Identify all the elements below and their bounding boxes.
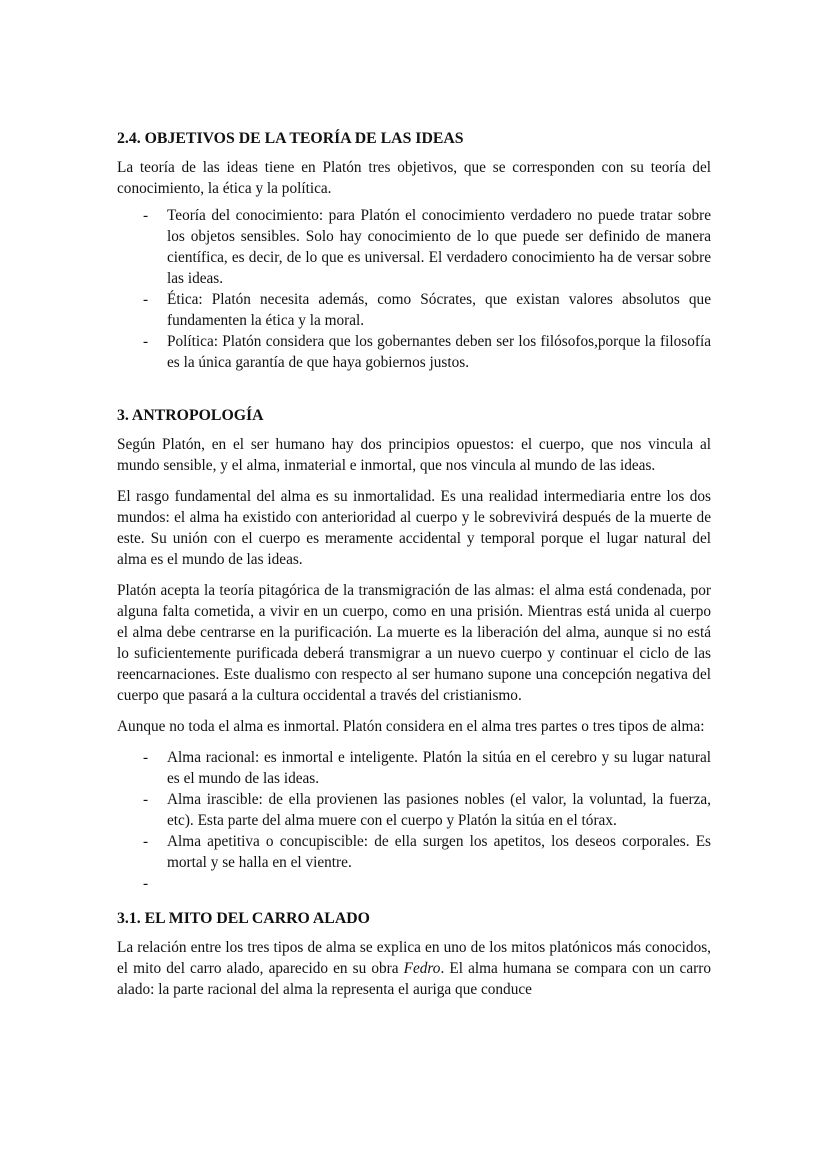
list-objetivos — [117, 205, 711, 373]
paragraph-antropologia-4: Aunque no toda el alma es inmortal. Platón considera en el alma tres partes o tres tipos de alma: — [117, 718, 705, 735]
heading-mito-carro-alado: 3.1. EL MITO DEL CARRO ALADO — [117, 910, 370, 927]
paragraph-antropologia-3: Platón acepta la teoría pitagórica de la transmigración de las almas: el alma está condenada, por alguna falta cometida, a vivir en un cuerpo, como en una prisión. Mientras está unida al cuerpo el alma debe centrarse en la purificación. La muerte es la liberación del alma, aunque si no está lo suficientemente purificada deberá transmigrar a un nuevo cuerpo y continuar el ciclo de las reencarnaciones. Este dualismo con respecto al ser humano supone una concepción negativa del cuerpo que pasará a la cultura occidental a través del cristianismo. — [117, 582, 711, 704]
list-item-text: Alma irascible: de ella provienen las pasiones nobles (el valor, la voluntad, la fuerza, etc). Esta parte del alma muere con el cuerpo y Platón la sitúa en el tórax. — [167, 791, 711, 829]
section-spacer — [117, 894, 711, 908]
paragraph-text-before: La relación entre los tres tipos de alma se explica en uno de los mitos platónicos más conocidos, el mito del carro alado, aparecido en su obra — [117, 939, 711, 977]
list-item-text: Política: Platón considera que los gobernantes deben ser los filósofos,porque la filosofía es la única garantía de que haya gobiernos justos. — [167, 333, 711, 371]
list-item-text: Alma apetitiva o concupiscible: de ella surgen los apetitos, los deseos corporales. Es mortal y se halla en el vientre. — [167, 833, 711, 871]
list-item-alma-irascible — [117, 789, 711, 831]
list-item-alma-racional — [117, 747, 711, 789]
list-item-text: Alma racional: es inmortal e inteligente. Platón la sitúa en el cerebro y su lugar natural es el mundo de las ideas. — [167, 749, 711, 787]
paragraph-objetivos-intro: La teoría de las ideas tiene en Platón tres objetivos, que se corresponden con su teoría del conocimiento, la ética y la política. — [117, 159, 711, 197]
paragraph-antropologia-1: Según Platón, en el ser humano hay dos principios opuestos: el cuerpo, que nos vincula al mundo sensible, y el alma, inmaterial e inmortal, que nos vincula al mundo de las ideas. — [117, 436, 711, 474]
list-dash: - — [143, 791, 149, 808]
list-item-empty — [117, 873, 711, 894]
heading-antropologia: 3. ANTROPOLOGÍA — [117, 407, 264, 424]
document-page — [117, 128, 711, 1010]
list-item-politica — [117, 331, 711, 373]
list-item-text: Teoría del conocimiento: para Platón el conocimiento verdadero no puede tratar sobre los objetos sensibles. Solo hay conocimiento de lo que puede ser definido de manera científica, es decir, de lo que es universal. El verdadero conocimiento ha de versar sobre las ideas. — [167, 207, 711, 287]
paragraph-mito-carro-alado — [117, 937, 711, 1000]
list-item-etica — [117, 289, 711, 331]
list-item-text: Ética: Platón necesita además, como Sócrates, que existan valores absolutos que fundamenten la ética y la moral. — [167, 291, 711, 329]
heading-objetivos: 2.4. OBJETIVOS DE LA TEORÍA DE LAS IDEAS — [117, 130, 464, 147]
list-tipos-alma — [117, 747, 711, 894]
list-dash: - — [143, 875, 149, 892]
list-item-alma-apetitiva — [117, 831, 711, 873]
section-spacer — [117, 373, 711, 405]
list-dash: - — [143, 207, 149, 224]
list-item-conocimiento — [117, 205, 711, 289]
list-dash: - — [143, 291, 149, 308]
work-title: Fedro — [403, 960, 441, 977]
paragraph-antropologia-2: El rasgo fundamental del alma es su inmortalidad. Es una realidad intermediaria entre los dos mundos: el alma ha existido con anterioridad al cuerpo y le sobrevivirá después de la muerte de este. Su unión con el cuerpo es meramente accidental y temporal porque el lugar natural del alma es el mundo de las ideas. — [117, 488, 711, 568]
list-dash: - — [143, 749, 149, 766]
paragraph-text-after: . El alma humana se compara con un carro alado: la parte racional del alma la representa el auriga que conduce — [117, 960, 711, 998]
list-dash: - — [143, 833, 149, 850]
list-dash: - — [143, 333, 149, 350]
